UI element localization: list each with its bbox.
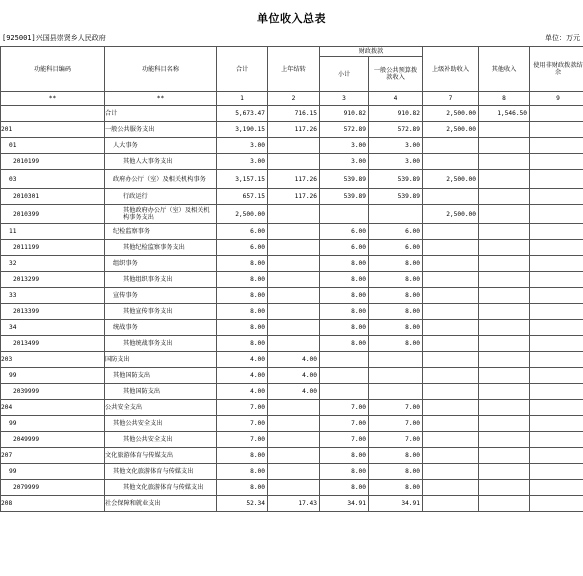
cell-carry: 117.26 xyxy=(268,170,320,189)
cell-sub: 539.89 xyxy=(320,170,369,189)
cell-upper xyxy=(423,464,479,480)
cell-carry xyxy=(268,205,320,224)
cell-gen: 8.00 xyxy=(369,304,423,320)
cell-code: 99 xyxy=(1,464,105,480)
table-row xyxy=(1,464,583,480)
table-row xyxy=(1,384,583,400)
cell-sub xyxy=(320,205,369,224)
table-row xyxy=(1,240,583,256)
col-header-subtotal: 小计 xyxy=(320,57,369,92)
table-row xyxy=(1,416,583,432)
cell-sub: 8.00 xyxy=(320,320,369,336)
cell-sub xyxy=(320,368,369,384)
cell-bal xyxy=(530,320,583,336)
cell-upper xyxy=(423,240,479,256)
cell-gen: 572.89 xyxy=(369,122,423,138)
cell-upper xyxy=(423,432,479,448)
cell-total: 3,190.15 xyxy=(217,122,268,138)
cell-gen: 539.89 xyxy=(369,170,423,189)
cell-name: 宣传事务 xyxy=(105,288,217,304)
cell-code: 2013399 xyxy=(1,304,105,320)
cell-name: 其他公共安全支出 xyxy=(105,416,217,432)
cell-carry xyxy=(268,432,320,448)
cell-bal xyxy=(530,189,583,205)
table-row xyxy=(1,272,583,288)
income-summary-table xyxy=(0,46,583,512)
cell-other xyxy=(479,240,530,256)
cell-total: 52.34 xyxy=(217,496,268,512)
cell-code: 01 xyxy=(1,138,105,154)
cell-carry: 17.43 xyxy=(268,496,320,512)
cell-carry xyxy=(268,480,320,496)
cell-sub: 8.00 xyxy=(320,304,369,320)
cell-gen: 34.91 xyxy=(369,496,423,512)
cell-bal xyxy=(530,384,583,400)
cell-gen: 8.00 xyxy=(369,256,423,272)
cell-gen: 910.82 xyxy=(369,106,423,122)
table-row xyxy=(1,336,583,352)
cell-code: 2013499 xyxy=(1,336,105,352)
cell-sub: 8.00 xyxy=(320,256,369,272)
cell-other xyxy=(479,288,530,304)
table-row xyxy=(1,122,583,138)
cell-code: 33 xyxy=(1,288,105,304)
cell-total: 4.00 xyxy=(217,384,268,400)
cell-bal xyxy=(530,336,583,352)
cell-total: 4.00 xyxy=(217,352,268,368)
index-cell: ** xyxy=(105,92,217,106)
cell-name: 其他宣传事务支出 xyxy=(105,304,217,320)
cell-upper xyxy=(423,304,479,320)
cell-upper xyxy=(423,448,479,464)
cell-gen: 8.00 xyxy=(369,336,423,352)
cell-name: 其他统战事务支出 xyxy=(105,336,217,352)
cell-sub: 8.00 xyxy=(320,448,369,464)
cell-other xyxy=(479,368,530,384)
organization-label: [925001]兴国县崇贤乡人民政府 xyxy=(2,34,106,42)
cell-carry: 4.00 xyxy=(268,384,320,400)
cell-name: 一般公共服务支出 xyxy=(105,122,217,138)
col-header-carryover: 上年结转 xyxy=(268,47,320,92)
cell-code: 208 xyxy=(1,496,105,512)
col-header-total: 合计 xyxy=(217,47,268,92)
table-row xyxy=(1,138,583,154)
cell-code: 203 xyxy=(1,352,105,368)
cell-total: 2,500.00 xyxy=(217,205,268,224)
cell-bal xyxy=(530,496,583,512)
table-row xyxy=(1,106,583,122)
cell-other xyxy=(479,384,530,400)
cell-total: 7.00 xyxy=(217,416,268,432)
cell-bal xyxy=(530,480,583,496)
cell-code: 201 xyxy=(1,122,105,138)
cell-name: 人大事务 xyxy=(105,138,217,154)
cell-total: 8.00 xyxy=(217,480,268,496)
cell-carry xyxy=(268,288,320,304)
cell-gen: 8.00 xyxy=(369,448,423,464)
cell-gen: 8.00 xyxy=(369,288,423,304)
cell-carry xyxy=(268,320,320,336)
cell-gen: 6.00 xyxy=(369,224,423,240)
cell-upper xyxy=(423,272,479,288)
cell-bal xyxy=(530,288,583,304)
unit-label: 单位：万元 xyxy=(545,34,580,42)
cell-other xyxy=(479,320,530,336)
cell-total: 5,673.47 xyxy=(217,106,268,122)
cell-gen: 3.00 xyxy=(369,138,423,154)
cell-total: 3.00 xyxy=(217,138,268,154)
table-row xyxy=(1,496,583,512)
cell-other xyxy=(479,432,530,448)
cell-name: 其他政府办公厅（室）及相关机构事务支出 xyxy=(105,205,217,224)
cell-bal xyxy=(530,368,583,384)
table-row xyxy=(1,448,583,464)
cell-total: 6.00 xyxy=(217,224,268,240)
cell-name: 其他纪检监察事务支出 xyxy=(105,240,217,256)
cell-gen: 7.00 xyxy=(369,400,423,416)
cell-other xyxy=(479,189,530,205)
cell-name: 社会保障和就业支出 xyxy=(105,496,217,512)
cell-total: 3.00 xyxy=(217,154,268,170)
cell-total: 7.00 xyxy=(217,432,268,448)
cell-bal xyxy=(530,304,583,320)
cell-gen xyxy=(369,205,423,224)
cell-other xyxy=(479,205,530,224)
cell-sub: 7.00 xyxy=(320,416,369,432)
cell-carry: 117.26 xyxy=(268,189,320,205)
table-row xyxy=(1,304,583,320)
cell-code: 2039999 xyxy=(1,384,105,400)
cell-bal xyxy=(530,464,583,480)
index-cell: 1 xyxy=(217,92,268,106)
cell-total: 657.15 xyxy=(217,189,268,205)
cell-other xyxy=(479,138,530,154)
cell-carry xyxy=(268,464,320,480)
cell-carry: 4.00 xyxy=(268,368,320,384)
cell-other xyxy=(479,256,530,272)
cell-sub: 6.00 xyxy=(320,224,369,240)
cell-upper xyxy=(423,138,479,154)
table-row xyxy=(1,480,583,496)
cell-total: 8.00 xyxy=(217,336,268,352)
cell-carry xyxy=(268,416,320,432)
cell-other xyxy=(479,154,530,170)
table-body xyxy=(1,92,583,512)
cell-name: 其他人大事务支出 xyxy=(105,154,217,170)
cell-name: 其他文化旅游体育与传媒支出 xyxy=(105,480,217,496)
cell-other xyxy=(479,448,530,464)
cell-upper xyxy=(423,256,479,272)
cell-upper xyxy=(423,384,479,400)
cell-total: 8.00 xyxy=(217,288,268,304)
cell-upper xyxy=(423,288,479,304)
cell-name: 纪检监察事务 xyxy=(105,224,217,240)
cell-code: 34 xyxy=(1,320,105,336)
cell-sub xyxy=(320,352,369,368)
cell-total: 8.00 xyxy=(217,320,268,336)
cell-code: 2010199 xyxy=(1,154,105,170)
cell-carry xyxy=(268,448,320,464)
cell-sub: 572.89 xyxy=(320,122,369,138)
cell-upper xyxy=(423,400,479,416)
cell-sub: 3.00 xyxy=(320,154,369,170)
cell-sub: 7.00 xyxy=(320,432,369,448)
cell-total: 8.00 xyxy=(217,304,268,320)
cell-bal xyxy=(530,400,583,416)
table-row xyxy=(1,432,583,448)
cell-upper xyxy=(423,224,479,240)
cell-upper xyxy=(423,352,479,368)
table-row xyxy=(1,400,583,416)
cell-code: 207 xyxy=(1,448,105,464)
cell-gen xyxy=(369,368,423,384)
cell-code: 2010399 xyxy=(1,205,105,224)
index-row xyxy=(1,92,583,106)
cell-other xyxy=(479,480,530,496)
cell-total: 8.00 xyxy=(217,464,268,480)
cell-sub: 7.00 xyxy=(320,400,369,416)
cell-carry xyxy=(268,336,320,352)
cell-carry xyxy=(268,256,320,272)
cell-sub: 8.00 xyxy=(320,336,369,352)
col-header-nonfiscal-balance: 使用非财政拨款结余 xyxy=(530,47,583,92)
cell-upper xyxy=(423,496,479,512)
table-row xyxy=(1,256,583,272)
cell-code: 32 xyxy=(1,256,105,272)
cell-other xyxy=(479,464,530,480)
table-row xyxy=(1,320,583,336)
cell-gen: 539.89 xyxy=(369,189,423,205)
cell-name: 其他国防支出 xyxy=(105,384,217,400)
cell-bal xyxy=(530,138,583,154)
col-header-other: 其他收入 xyxy=(479,47,530,92)
cell-sub: 3.00 xyxy=(320,138,369,154)
table-row xyxy=(1,368,583,384)
cell-name: 政府办公厅（室）及相关机构事务 xyxy=(105,170,217,189)
cell-other xyxy=(479,272,530,288)
cell-upper xyxy=(423,368,479,384)
cell-other xyxy=(479,496,530,512)
cell-carry: 117.26 xyxy=(268,122,320,138)
cell-code: 2011199 xyxy=(1,240,105,256)
cell-name: 行政运行 xyxy=(105,189,217,205)
col-header-general-budget: 一般公共预算拨款收入 xyxy=(369,57,423,92)
cell-other: 1,546.50 xyxy=(479,106,530,122)
cell-bal xyxy=(530,122,583,138)
cell-carry xyxy=(268,138,320,154)
index-cell: 2 xyxy=(268,92,320,106)
cell-upper xyxy=(423,416,479,432)
table-row xyxy=(1,288,583,304)
cell-code: 204 xyxy=(1,400,105,416)
cell-carry: 4.00 xyxy=(268,352,320,368)
cell-other xyxy=(479,170,530,189)
cell-code: 11 xyxy=(1,224,105,240)
cell-gen: 6.00 xyxy=(369,240,423,256)
cell-other xyxy=(479,224,530,240)
cell-upper: 2,500.00 xyxy=(423,205,479,224)
cell-other xyxy=(479,416,530,432)
cell-code: 99 xyxy=(1,368,105,384)
cell-other xyxy=(479,336,530,352)
index-cell: 9 xyxy=(530,92,583,106)
cell-bal xyxy=(530,256,583,272)
cell-carry xyxy=(268,304,320,320)
cell-sub: 6.00 xyxy=(320,240,369,256)
cell-code: 99 xyxy=(1,416,105,432)
cell-bal xyxy=(530,272,583,288)
cell-carry xyxy=(268,240,320,256)
cell-upper: 2,500.00 xyxy=(423,122,479,138)
cell-name: 国防支出 xyxy=(105,352,217,368)
cell-bal xyxy=(530,240,583,256)
cell-name: 其他公共安全支出 xyxy=(105,432,217,448)
cell-code: 2049999 xyxy=(1,432,105,448)
cell-sub: 8.00 xyxy=(320,288,369,304)
cell-total: 8.00 xyxy=(217,256,268,272)
page-title: 单位收入总表 xyxy=(257,12,326,25)
cell-name: 其他文化旅游体育与传媒支出 xyxy=(105,464,217,480)
cell-carry xyxy=(268,400,320,416)
cell-other xyxy=(479,122,530,138)
cell-upper xyxy=(423,336,479,352)
table-row xyxy=(1,352,583,368)
cell-bal xyxy=(530,154,583,170)
cell-code xyxy=(1,106,105,122)
cell-upper: 2,500.00 xyxy=(423,106,479,122)
table-row xyxy=(1,170,583,189)
cell-bal xyxy=(530,416,583,432)
cell-gen: 7.00 xyxy=(369,432,423,448)
cell-carry xyxy=(268,272,320,288)
index-cell: ** xyxy=(1,92,105,106)
cell-sub: 8.00 xyxy=(320,480,369,496)
cell-other xyxy=(479,304,530,320)
cell-total: 7.00 xyxy=(217,400,268,416)
cell-code: 2079999 xyxy=(1,480,105,496)
cell-gen: 7.00 xyxy=(369,416,423,432)
index-cell: 8 xyxy=(479,92,530,106)
cell-upper xyxy=(423,154,479,170)
cell-gen xyxy=(369,384,423,400)
cell-bal xyxy=(530,448,583,464)
col-header-name: 功能科目名称 xyxy=(105,47,217,92)
cell-gen: 8.00 xyxy=(369,272,423,288)
cell-carry xyxy=(268,224,320,240)
cell-gen: 8.00 xyxy=(369,480,423,496)
cell-code: 2013299 xyxy=(1,272,105,288)
cell-gen xyxy=(369,352,423,368)
cell-bal xyxy=(530,224,583,240)
cell-name: 文化旅游体育与传媒支出 xyxy=(105,448,217,464)
cell-sub: 8.00 xyxy=(320,464,369,480)
cell-name: 统战事务 xyxy=(105,320,217,336)
cell-name: 其他组织事务支出 xyxy=(105,272,217,288)
cell-upper xyxy=(423,320,479,336)
index-cell: 3 xyxy=(320,92,369,106)
cell-code: 03 xyxy=(1,170,105,189)
cell-sub: 910.82 xyxy=(320,106,369,122)
index-cell: 4 xyxy=(369,92,423,106)
table-row xyxy=(1,224,583,240)
cell-name: 公共安全支出 xyxy=(105,400,217,416)
cell-sub: 539.89 xyxy=(320,189,369,205)
index-cell: 7 xyxy=(423,92,479,106)
cell-other xyxy=(479,352,530,368)
cell-name: 其他国防支出 xyxy=(105,368,217,384)
cell-upper xyxy=(423,480,479,496)
cell-sub xyxy=(320,384,369,400)
col-header-fiscal-group: 财政拨款 xyxy=(320,47,423,57)
cell-total: 8.00 xyxy=(217,272,268,288)
cell-sub: 34.91 xyxy=(320,496,369,512)
cell-bal xyxy=(530,205,583,224)
cell-gen: 8.00 xyxy=(369,320,423,336)
cell-gen: 8.00 xyxy=(369,464,423,480)
cell-total: 4.00 xyxy=(217,368,268,384)
cell-gen: 3.00 xyxy=(369,154,423,170)
cell-total: 8.00 xyxy=(217,448,268,464)
cell-bal xyxy=(530,352,583,368)
cell-sub: 8.00 xyxy=(320,272,369,288)
cell-name: 组织事务 xyxy=(105,256,217,272)
table-row xyxy=(1,154,583,170)
cell-upper xyxy=(423,189,479,205)
cell-name: 合计 xyxy=(105,106,217,122)
cell-total: 6.00 xyxy=(217,240,268,256)
col-header-code: 功能科目编码 xyxy=(1,47,105,92)
cell-total: 3,157.15 xyxy=(217,170,268,189)
cell-other xyxy=(479,400,530,416)
cell-bal xyxy=(530,432,583,448)
cell-carry xyxy=(268,154,320,170)
cell-upper: 2,500.00 xyxy=(423,170,479,189)
cell-bal xyxy=(530,106,583,122)
cell-bal xyxy=(530,170,583,189)
cell-carry: 716.15 xyxy=(268,106,320,122)
table-row xyxy=(1,189,583,205)
table-row xyxy=(1,205,583,224)
cell-code: 2010301 xyxy=(1,189,105,205)
col-header-upper-subsidy: 上级补助收入 xyxy=(423,47,479,92)
